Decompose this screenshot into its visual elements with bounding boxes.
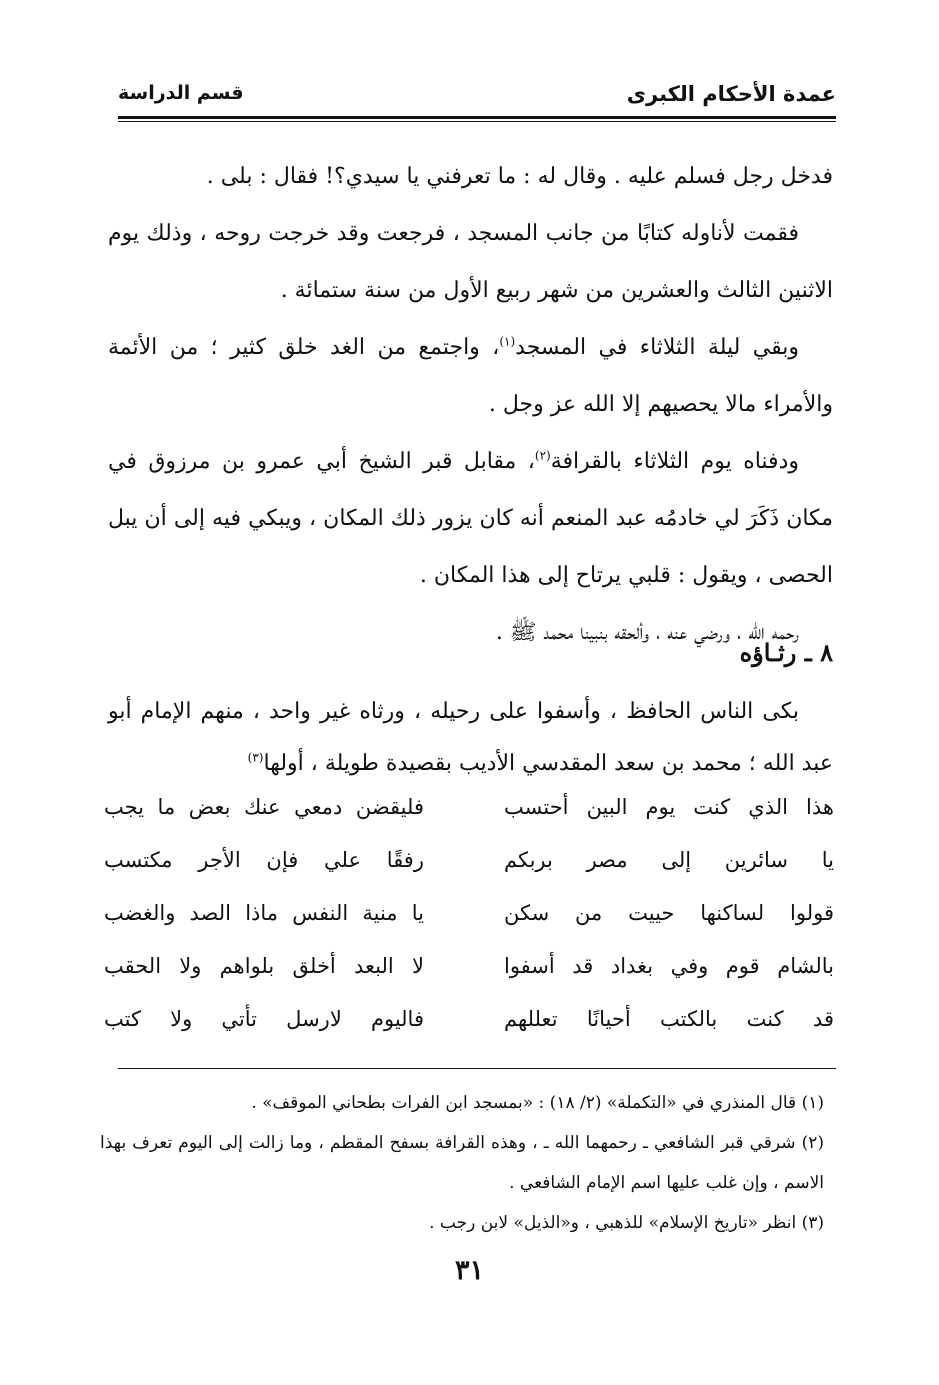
footnotes (100, 1083, 824, 1243)
section-heading: ٨ ـ رثـاؤه (739, 638, 833, 667)
footnote-2: (٢) شرقي قبر الشافعي ـ رحمهما الله ـ ، وهذه القرافة بسفح المقطم ، وما زالت إلى اليوم تعرف بهذا الاسم ، وإن غلب عليها اسم الإمام الشافعي . (100, 1133, 824, 1193)
paragraph-3 (108, 319, 833, 433)
poem-verse (104, 1007, 834, 1060)
paragraph-4-text-a: ودفناه يوم الثلاثاء بالقرافة (550, 449, 799, 474)
poem (104, 795, 834, 1060)
verse-second-hemistich: رفقًا علي فإن الأجر مكتسب (104, 848, 424, 872)
paragraph-3-text-a: وبقي ليلة الثلاثاء في المسجد (515, 335, 799, 360)
verse-first-hemistich: هذا الذي كنت يوم البين أحتسب (504, 795, 834, 819)
poem-verse (104, 901, 834, 954)
body-text (108, 148, 833, 661)
header-rule (118, 116, 836, 119)
verse-second-hemistich: فاليوم لارسل تأتي ولا كتب (104, 1007, 424, 1031)
verse-first-hemistich: قولوا لساكنها حييت من سكن (504, 901, 834, 925)
elegy-intro-paragraph (108, 686, 833, 790)
section-title: قسم الدراسة (118, 82, 244, 104)
elegy-intro (108, 686, 833, 790)
poem-verse (104, 795, 834, 848)
paragraph-4 (108, 433, 833, 604)
book-title: عمدة الأحكام الكبرى (626, 82, 836, 106)
paragraph-4-text-b: ، مقابل قبر الشيخ أبي عمرو بن مرزوق في مكان ذَكَرَ لي خادمُه عبد المنعم أنه كان يزور ذلك المكان ، ويبكي فيه إلى أن يبل الحصى ، ويقول : قلبي يرتاح إلى هذا المكان . (108, 449, 833, 588)
page-number: ٣١ (454, 1255, 484, 1286)
poem-verse (104, 848, 834, 901)
paragraph-3-text-b: ، واجتمع من الغد خلق كثير ؛ من الأئمة والأمراء مالا يحصيهم إلا الله عز وجل . (108, 335, 833, 417)
footnote-1: (١) قال المنذري في «التكملة» (٢/ ١٨) : «بمسجد ابن الفرات بطحاني الموقف» . (251, 1093, 824, 1113)
footnote-ref-1[interactable]: (١) (499, 334, 516, 349)
footnote-3: (٣) انظر «تاريخ الإسلام» للذهبي ، و«الذيل» لابن رجب . (429, 1213, 824, 1233)
header-rule-thin (118, 121, 836, 122)
verse-second-hemistich: فليقضن دمعي عنك بعض ما يجب (104, 795, 424, 819)
footnote-ref-3[interactable]: (٣) (247, 750, 264, 765)
verse-first-hemistich: يا سائرين إلى مصر بربكم (504, 848, 834, 872)
poem-verse (104, 954, 834, 1007)
paragraph-5: رحمه الله ، ورضي عنه ، وألحقه بنبينا محمد ﷺ . (495, 620, 799, 645)
elegy-intro-text: بكى الناس الحافظ ، وأسفوا على رحيله ، ورثاه غير واحد ، منهم الإمام أبو عبد الله ؛ محمد بن سعد المقدسي الأديب بقصيدة طويلة ، أولها (108, 699, 833, 776)
verse-first-hemistich: بالشام قوم وفي بغداد قد أسفوا (504, 954, 834, 978)
running-header (118, 78, 836, 114)
footnote-ref-2[interactable]: (٢) (534, 448, 551, 463)
paragraph-1: فدخل رجل فسلم عليه . وقال له : ما تعرفني يا سيدي؟! فقال : بلى . (206, 164, 833, 189)
verse-first-hemistich: قد كنت بالكتب أحيانًا تعللهم (504, 1007, 834, 1031)
verse-second-hemistich: يا منية النفس ماذا الصد والغضب (104, 901, 424, 925)
footnote-rule (118, 1068, 836, 1069)
verse-second-hemistich: لا البعد أخلق بلواهم ولا الحقب (104, 954, 424, 978)
paragraph-2: فقمت لأناوله كتابًا من جانب المسجد ، فرجعت وقد خرجت روحه ، وذلك يوم الاثنين الثالث والعشرين من شهر ربيع الأول من سنة ستمائة . (108, 221, 833, 303)
